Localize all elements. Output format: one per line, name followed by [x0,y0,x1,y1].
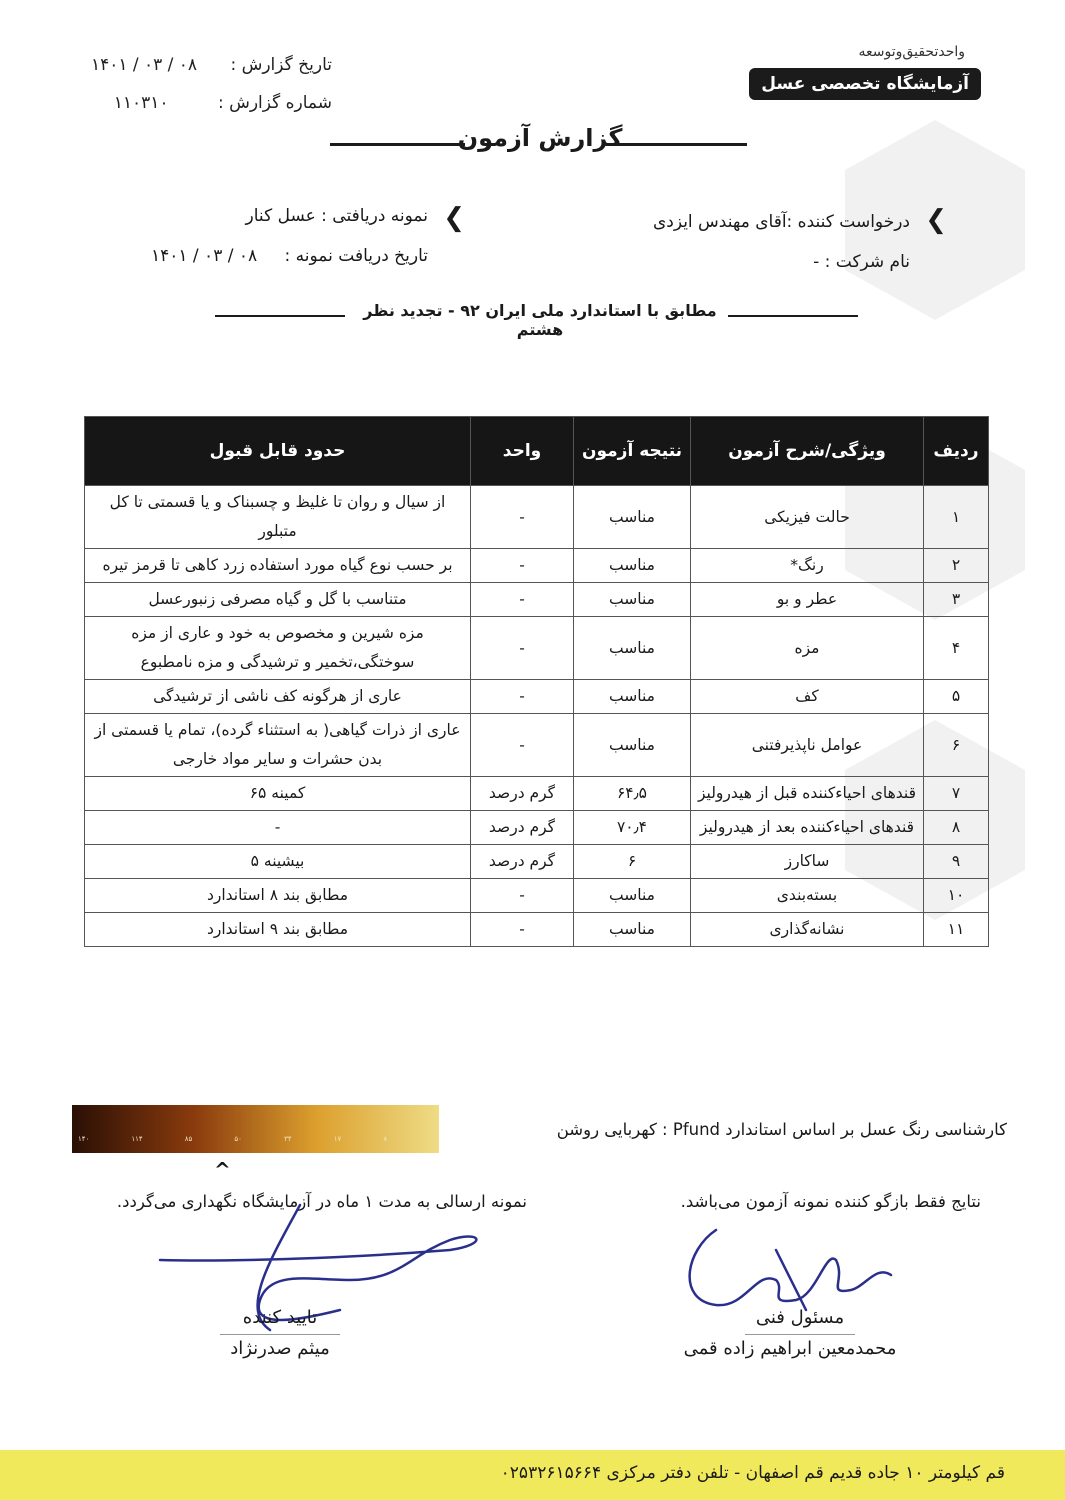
technical-manager-name: محمدمعین ابراهیم زاده قمی [683,1338,897,1359]
cell-unit: - [471,913,574,947]
header-row-number: ردیف [924,417,989,486]
cell-row-number: ۲ [924,549,989,583]
scale-tick: ۳۴ [284,1135,292,1143]
cell-row-number: ۳ [924,583,989,617]
cell-row-number: ۴ [924,617,989,680]
cell-result: ۶۴٫۵ [574,777,691,811]
cell-limit: متناسب با گل و گیاه مصرفی زنبورعسل [85,583,471,617]
cell-result: مناسب [574,617,691,680]
cell-test: قندهای احیاءکننده قبل از هیدرولیز [691,777,924,811]
scale-tick: ۵۰ [234,1135,242,1143]
receive-date [151,246,428,266]
cell-row-number: ۶ [924,714,989,777]
cell-row-number: ۷ [924,777,989,811]
cell-unit: - [471,617,574,680]
brand-logo: آزمایشگاه تخصصی عسل [749,68,981,100]
receive-date-value: ۱۴۰۱ / ۰۳ / ۰۸ [151,246,258,266]
footer-address: قم کیلومتر ۱۰ جاده قدیم قم اصفهان - تلفن دفتر مرکزی ۰۲۵۳۲۶۱۵۶۶۴ [500,1463,1005,1483]
cell-test: عطر و بو [691,583,924,617]
cell-result: مناسب [574,549,691,583]
table-row [85,845,989,879]
header-result: نتیجه آزمون [574,417,691,486]
brand-subtitle: واحدتحقیق‌وتوسعه [858,44,965,60]
technical-manager-role: مسئول فنی [755,1307,845,1328]
cell-unit: - [471,714,574,777]
table-header-row [85,417,989,486]
header-unit: واحد [471,417,574,486]
scale-tick: ۱۱۴ [131,1135,143,1143]
receive-date-label: تاریخ دریافت نمونه : [284,246,428,266]
scale-tick: ۱۷ [333,1135,342,1143]
cell-test: کف [691,680,924,714]
cell-test: نشانه‌گذاری [691,913,924,947]
cell-row-number: ۱۰ [924,879,989,913]
color-assessment-note: کارشناسی رنگ عسل بر اساس استاندارد Pfund : کهربایی روشن [556,1120,1007,1139]
cell-limit: مزه شیرین و مخصوص به خود و عاری از مزه سوختگی،تخمیر و ترشیدگی و مزه نامطبوع [85,617,471,680]
standard-rule-right [728,315,858,317]
cell-unit: گرم درصد [471,811,574,845]
cell-result: مناسب [574,680,691,714]
cell-row-number: ۸ [924,811,989,845]
scale-tick: ۸ [383,1135,388,1143]
table-row [85,714,989,777]
cell-unit: - [471,549,574,583]
standard-reference: مطابق با استاندارد ملی ایران ۹۲ - تجدید نظر هشتم [363,301,717,339]
cell-row-number: ۱ [924,486,989,549]
cell-test: مزه [691,617,924,680]
cell-result: مناسب [574,486,691,549]
cell-result: مناسب [574,879,691,913]
table-row [85,583,989,617]
table-row [85,913,989,947]
cell-row-number: ۵ [924,680,989,714]
signature-divider [745,1334,855,1335]
table-row [85,879,989,913]
scale-tick: ۱۴۰ [78,1135,90,1143]
cell-limit: - [85,811,471,845]
cell-row-number: ۹ [924,845,989,879]
results-table [84,416,989,947]
table-row [85,617,989,680]
report-date [91,55,332,75]
table-row [85,486,989,549]
cell-limit: بیشینه ۵ [85,845,471,879]
chevron-left-icon: ❮ [925,205,947,235]
cell-test: قندهای احیاءکننده بعد از هیدرولیز [691,811,924,845]
cell-row-number: ۱۱ [924,913,989,947]
table-row [85,549,989,583]
cell-limit: از سیال و روان تا غلیظ و چسبناک و یا قسمتی تا کل متبلور [85,486,471,549]
results-note: نتایج فقط بازگو کننده نمونه آزمون می‌باشد. [680,1192,981,1211]
cell-unit: گرم درصد [471,777,574,811]
report-number-label: شماره گزارش : [217,93,332,113]
table-row [85,811,989,845]
cell-test: حالت فیزیکی [691,486,924,549]
report-number [114,93,332,113]
cell-result: مناسب [574,583,691,617]
technical-manager-signature [676,1220,906,1320]
cell-result: ۶ [574,845,691,879]
cell-unit: - [471,680,574,714]
storage-note: نمونه ارسالی به مدت ۱ ماه در آزمایشگاه نگهداری می‌گردد. [116,1192,527,1211]
page-title: گزارش آزمون [457,124,623,152]
sample-received: نمونه دریافتی : عسل کنار [245,206,428,226]
table-row [85,680,989,714]
cell-limit: عاری از هرگونه کف ناشی از ترشیدگی [85,680,471,714]
cell-unit: - [471,486,574,549]
approver-name: میثم صدرنژاد [230,1338,330,1359]
approver-role: تایید کننده [242,1307,318,1328]
cell-test: بسته‌بندی [691,879,924,913]
cell-unit: - [471,879,574,913]
cell-limit: مطابق بند ۹ استاندارد [85,913,471,947]
header-test-description: ویژگی/شرح آزمون [691,417,924,486]
scale-tick: ۰ [429,1135,433,1143]
cell-limit: کمینه ۶۵ [85,777,471,811]
cell-test: عوامل ناپذیرفتنی [691,714,924,777]
cell-limit: بر حسب نوع گیاه مورد استفاده زرد کاهی تا قرمز تیره [85,549,471,583]
report-date-value: ۱۴۰۱ / ۰۳ / ۰۸ [90,55,198,75]
cell-result: مناسب [574,714,691,777]
cell-test: ساکارز [691,845,924,879]
table-row [85,777,989,811]
cell-result: مناسب [574,913,691,947]
cell-limit: مطابق بند ۸ استاندارد [85,879,471,913]
company-name: نام شرکت : - [813,252,910,272]
cell-unit: گرم درصد [471,845,574,879]
cell-unit: - [471,583,574,617]
scale-tick: ۸۵ [184,1135,193,1143]
report-number-value: ۱۱۰۳۱۰ [113,93,169,113]
cell-limit: عاری از ذرات گیاهی( به استثناء گرده)، تمام یا قسمتی از بدن حشرات و سایر مواد خارجی [85,714,471,777]
standard-rule-left [215,315,345,317]
signature-divider [220,1334,340,1335]
report-date-label: تاریخ گزارش : [230,55,332,75]
cell-result: ۷۰٫۴ [574,811,691,845]
cell-test: رنگ* [691,549,924,583]
color-scale-ticks [72,1135,439,1149]
chevron-left-icon: ❮ [443,203,465,233]
header-acceptable-limits: حدود قابل قبول [85,417,471,486]
caret-up-icon: ^ [214,1158,231,1182]
requester: درخواست کننده :آقای مهندس ایزدی [652,212,910,232]
